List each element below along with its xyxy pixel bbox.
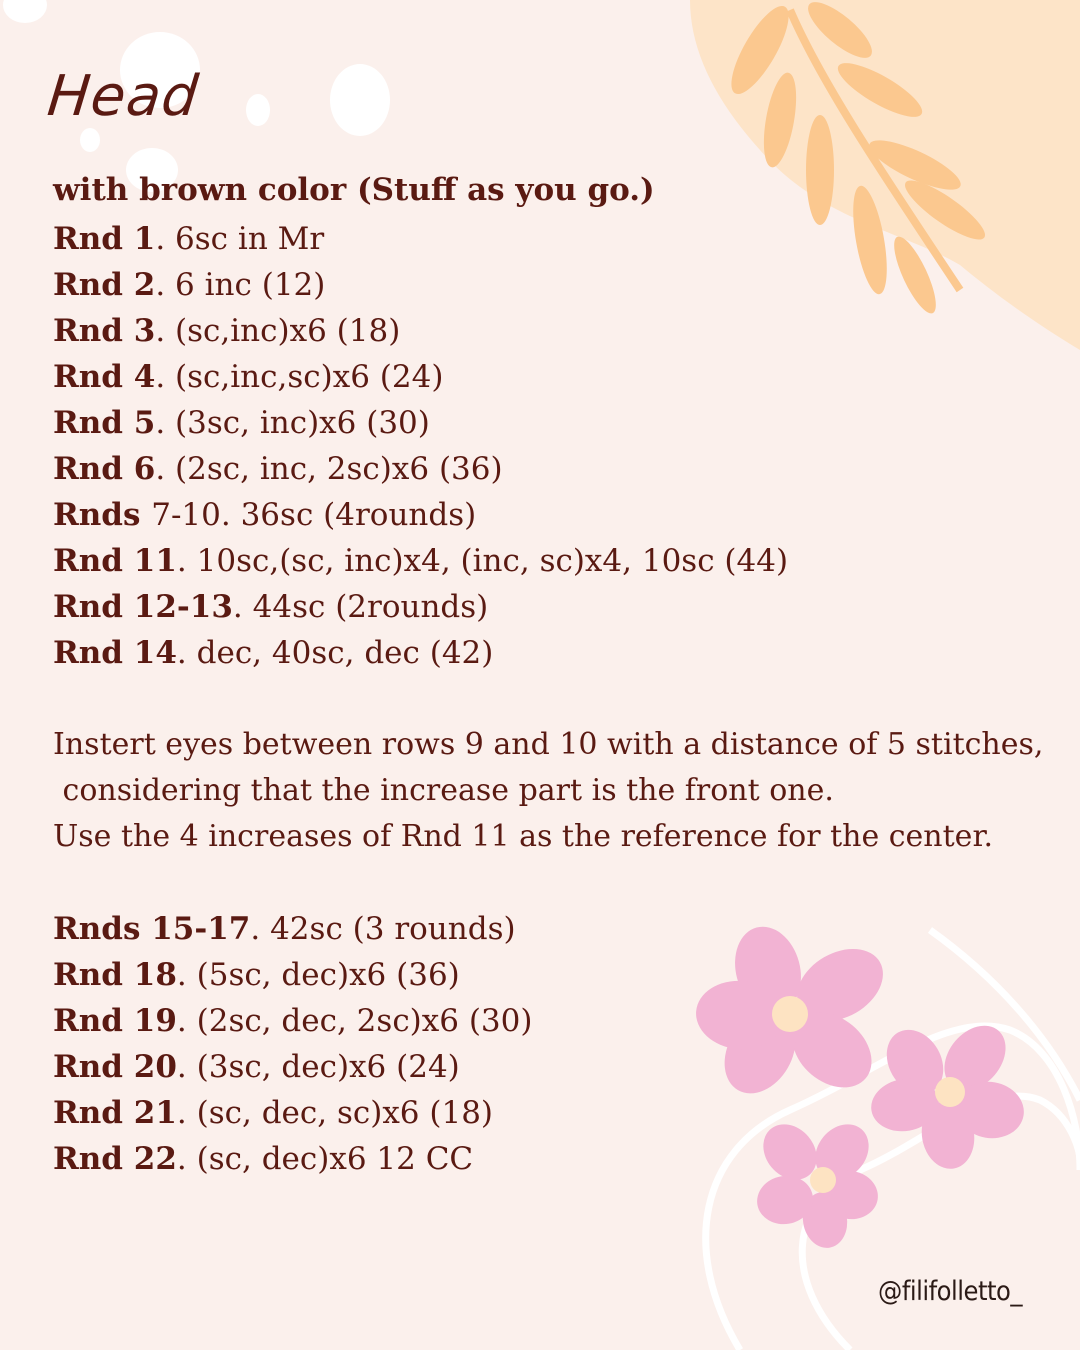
- subtitle: with brown color (Stuff as you go.): [53, 172, 655, 208]
- round-instruction: . (5sc, dec)x6 (36): [176, 957, 460, 993]
- round-row: [53, 308, 788, 354]
- round-row: [53, 998, 532, 1044]
- round-instruction: . 44sc (2rounds): [232, 589, 489, 625]
- round-row: [53, 952, 532, 998]
- round-instruction: . 10sc,(sc, inc)x4, (inc, sc)x4, 10sc (44): [176, 543, 789, 579]
- round-label: Rnd 19: [53, 1003, 177, 1039]
- round-instruction: . 42sc (3 rounds): [250, 911, 516, 947]
- round-label: Rnd 22: [53, 1141, 177, 1177]
- round-label: Rnd 3: [53, 313, 156, 349]
- round-row: [53, 1136, 532, 1182]
- round-instruction: . 6 inc (12): [155, 267, 326, 303]
- round-row: [53, 1090, 532, 1136]
- round-row: [53, 584, 788, 630]
- round-row: [53, 906, 532, 952]
- round-instruction: . (2sc, inc, 2sc)x6 (36): [155, 451, 503, 487]
- flower-medium-decoration: [867, 1014, 1028, 1173]
- round-row: [53, 216, 788, 262]
- page-title: Head: [44, 64, 202, 129]
- round-label: Rnd 20: [53, 1049, 177, 1085]
- round-label: Rnd 5: [53, 405, 156, 441]
- round-instruction: . (sc, dec, sc)x6 (18): [176, 1095, 494, 1131]
- round-label: Rnd 1: [53, 221, 156, 257]
- round-label: Rnd 6: [53, 451, 156, 487]
- author-handle: @filifolletto_: [878, 1276, 1022, 1307]
- round-row: [53, 354, 788, 400]
- round-label: Rnd 18: [53, 957, 177, 993]
- round-instruction: . dec, 40sc, dec (42): [176, 635, 494, 671]
- round-row: [53, 492, 788, 538]
- round-label: Rnd 21: [53, 1095, 177, 1131]
- round-label: Rnd 14: [53, 635, 177, 671]
- round-instruction: . (sc, dec)x6 12 CC: [176, 1141, 474, 1177]
- note-line: Use the 4 increases of Rnd 11 as the reference for the center.: [53, 819, 994, 854]
- round-row: [53, 538, 788, 584]
- round-label: Rnd 2: [53, 267, 156, 303]
- round-row: [53, 630, 788, 676]
- round-instruction: 7-10. 36sc (4rounds): [151, 497, 477, 533]
- note-line: Instert eyes between rows 9 and 10 with a distance of 5 stitches,: [53, 727, 1044, 762]
- round-instruction: . (3sc, dec)x6 (24): [176, 1049, 460, 1085]
- round-instruction: . (sc,inc,sc)x6 (24): [155, 359, 444, 395]
- round-label: Rnds: [53, 497, 152, 533]
- round-row: [53, 262, 788, 308]
- note-line: considering that the increase part is the front one.: [53, 773, 834, 808]
- round-label: Rnds 15-17: [53, 911, 251, 947]
- round-row: [53, 446, 788, 492]
- round-instruction: . (sc,inc)x6 (18): [155, 313, 401, 349]
- rounds-list-bottom: [53, 906, 532, 1182]
- flower-small-decoration: [752, 1114, 881, 1252]
- round-label: Rnd 4: [53, 359, 156, 395]
- round-label: Rnd 11: [53, 543, 177, 579]
- round-instruction: . 6sc in Mr: [155, 221, 325, 257]
- round-row: [53, 400, 788, 446]
- round-instruction: . (3sc, inc)x6 (30): [155, 405, 430, 441]
- round-instruction: . (2sc, dec, 2sc)x6 (30): [176, 1003, 533, 1039]
- eye-placement-note: [53, 722, 1043, 860]
- rounds-list-top: [53, 216, 788, 676]
- flower-large-decoration: [693, 919, 896, 1106]
- round-row: [53, 1044, 532, 1090]
- round-label: Rnd 12-13: [53, 589, 233, 625]
